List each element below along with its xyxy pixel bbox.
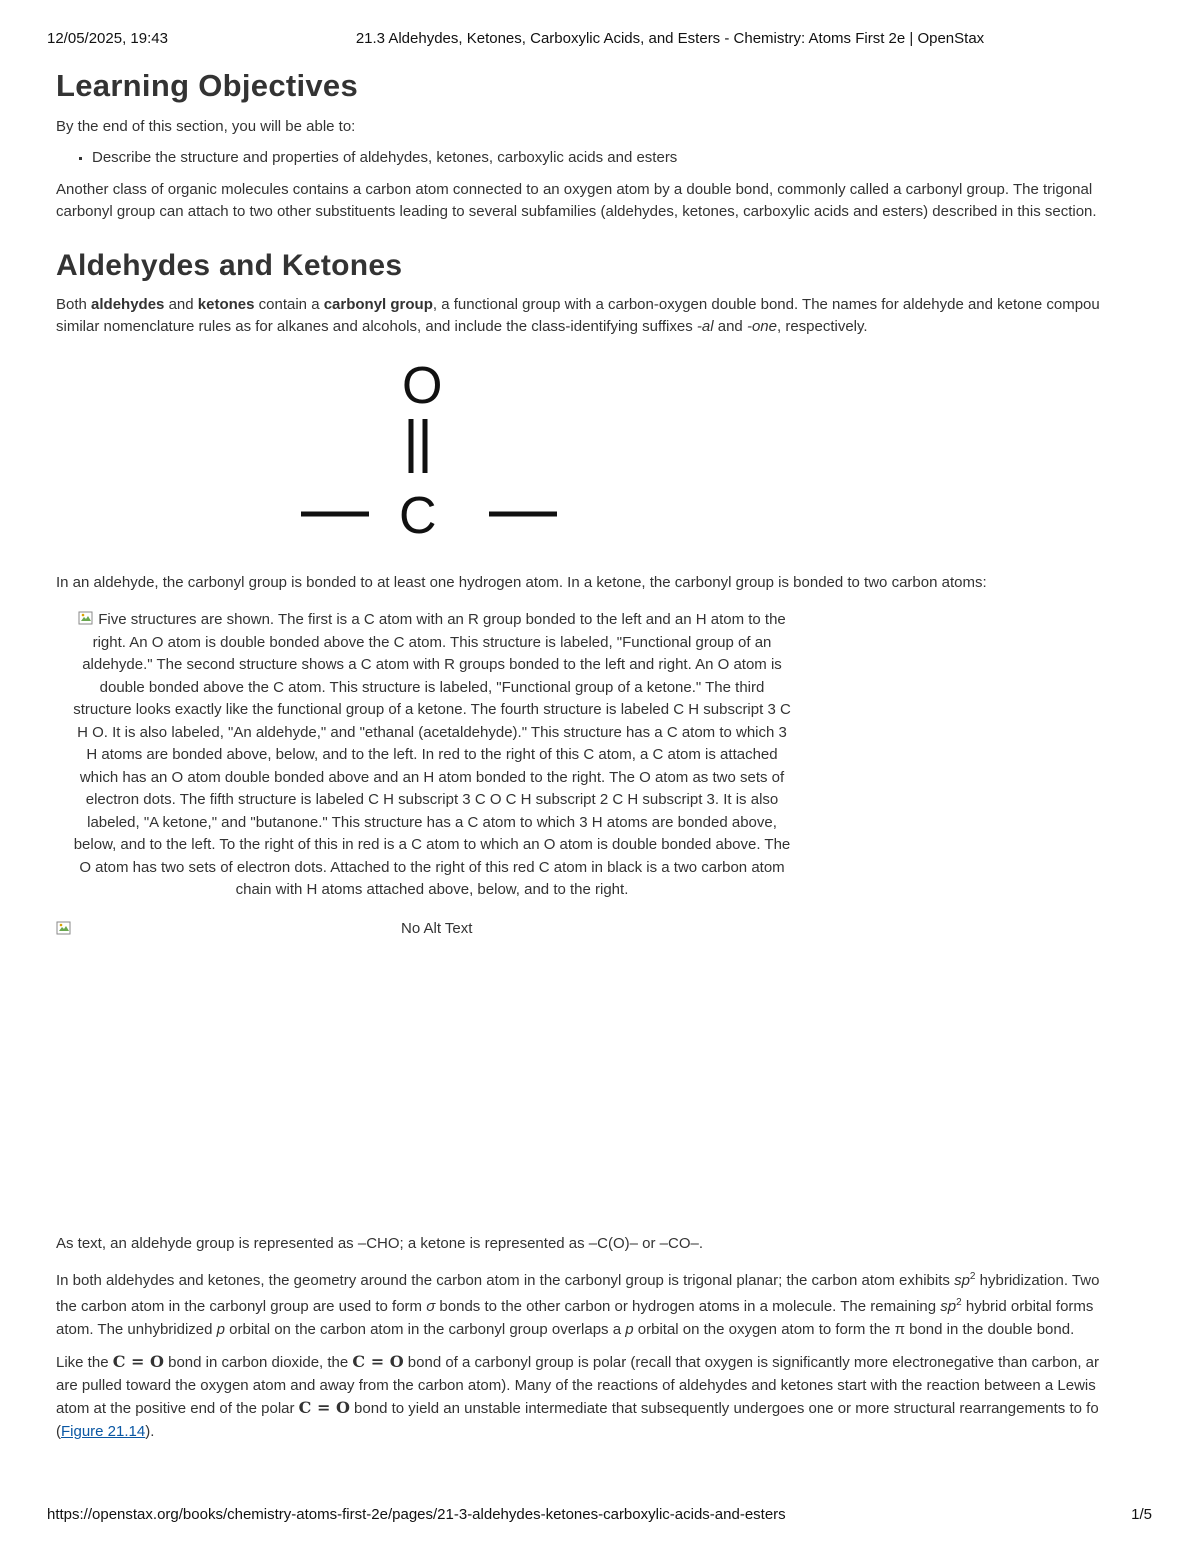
learning-objectives-heading: Learning Objectives	[56, 68, 359, 103]
aldehyde-ketone-paragraph: In an aldehyde, the carbonyl group is bonded to at least one hydrogen atom. In a ketone, the carbonyl group is bonded to two carbon atoms:	[56, 574, 987, 591]
co-bond-formula: C = O	[352, 1352, 404, 1371]
lower-paragraphs	[56, 1233, 1146, 1443]
alt-text-line: Five structures are shown. The first is a C atom with an R group bonded to the left and an H atom to the	[56, 609, 808, 632]
objectives-intro: By the end of this section, you will be able to:	[56, 118, 356, 135]
carbonyl-paragraph-line2: similar nomenclature rules as for alkanes and alcohols, and include the class-identifying suffixes -al and -one, respectively.	[56, 318, 868, 335]
no-alt-text: No Alt Text	[401, 920, 473, 937]
alt-text-line: O atom has two sets of electron dots. Attached to the right of this red C atom in black is a two carbon atom	[79, 858, 785, 876]
oxygen-atom-label: O	[402, 357, 443, 415]
suffix-al: -al	[696, 318, 714, 335]
page-content	[56, 66, 1146, 1440]
alt-text-line: which has an O atom double bonded above and an H atom bonded to the right. The O atom as two sets of	[79, 768, 785, 786]
alt-text-line: double bonded above the C atom. This structure is labeled, "Functional group of a ketone." The third	[99, 678, 765, 696]
alt-text-line: chain with H atoms attached above, below, and to the right.	[235, 881, 629, 898]
alt-text-line: H O. It is also labeled, "An aldehyde," and "ethanal (acetaldehyde)." This structure has a C atom to which 3	[77, 723, 787, 741]
alt-text-line: aldehyde." The second structure shows a C atom with R groups bonded to the left and right. An O atom is	[82, 656, 782, 673]
page-number: 1/5	[1131, 1506, 1152, 1523]
alt-text-line: structure looks exactly like the functional group of a ketone. The fourth structure is labeled C H subscript 3 C	[73, 701, 791, 718]
aldehyde-ketone-structures-figure	[56, 609, 808, 902]
intro-paragraph-line: Another class of organic molecules contains a carbon atom connected to an oxygen atom by a double bond, commonly called a carbonyl group. The trigonal	[56, 180, 1093, 198]
figure-21-14-link[interactable]: Figure 21.14	[61, 1422, 146, 1440]
alt-text-line: right. An O atom is double bonded above the C atom. This structure is labeled, "Functional group of an	[92, 633, 772, 651]
polarity-paragraph: Like the C = O bond in carbon dioxide, the C = O bond of a carbonyl group is polar (recall that oxygen is significantly more electronegative than carbon, ar are pulled toward the oxygen atom and away from the carbon atom). Many of the reactions of aldehydes and ketones start with the reaction between a Lewis atom at the positive end of the polar C = O bond to yield an unstable intermediate that subsequently undergoes one or more structural rearrangements to fo (Figure 21.14).	[56, 1352, 1100, 1440]
objective-item: ▪ Describe the structure and properties of aldehydes, ketones, carboxylic acids and esters	[92, 147, 1146, 169]
carbonyl-group-diagram	[299, 353, 559, 543]
suffix-one: -one	[746, 318, 777, 335]
geometry-paragraph: In both aldehydes and ketones, the geometry around the carbon atom in the carbonyl group is trigonal planar; the carbon atom exhibits $sp^2$ hybridization. Two the carbon atom in the carbonyl group are used to form σ bonds to the other carbon or hydrogen atoms in a molecule. The remaining $sp^2$ hybrid orbital forms atom. The unhybridized p orbital on the carbon atom in the carbonyl group overlaps a p orbital on the oxygen atom to form the π bond in the double bond.	[56, 1270, 1100, 1338]
alt-text-line: H atoms are bonded above, below, and to the left. In red to the right of this C atom, a C atom is attached	[86, 746, 778, 763]
print-date: 12/05/2025, 19:43	[47, 30, 168, 47]
carbonyl-paragraph: Both aldehydes and ketones contain a carbonyl group, a functional group with a carbon-oxygen double bond. The names for aldehyde and ketone compou	[56, 295, 1100, 313]
term-carbonyl-group: carbonyl group	[323, 295, 433, 313]
intro-paragraph-line: carbonyl group can attach to two other substituents leading to several subfamilies (aldehydes, ketones, carboxylic acids and esters) described in this section.	[56, 203, 1097, 220]
broken-image-icon	[56, 920, 72, 936]
aldehydes-ketones-heading: Aldehydes and Ketones	[56, 248, 403, 282]
co-bond-formula: C = O	[112, 1352, 164, 1371]
term-aldehydes: aldehydes	[91, 295, 165, 313]
carbon-atom-label: C	[399, 487, 437, 545]
broken-image-icon	[78, 610, 94, 626]
alt-text-line: below, and to the left. To the right of this in red is a C atom to which an O atom is double bonded above. The	[73, 836, 791, 853]
co-bond-formula: C = O	[298, 1398, 350, 1417]
print-header	[0, 30, 1200, 50]
objectives-list	[56, 147, 1146, 169]
text-representation-paragraph: As text, an aldehyde group is represented as –CHO; a ketone is represented as –C(O)– or –CO–.	[56, 1235, 704, 1252]
alt-text-line: electron dots. The fifth structure is labeled C H subscript 3 C O C H subscript 2 C H subscript 3. It is also	[85, 791, 779, 808]
print-page-title: 21.3 Aldehydes, Ketones, Carboxylic Acids, and Esters - Chemistry: Atoms First 2e | OpenStax	[355, 30, 985, 47]
term-ketones: ketones	[197, 295, 255, 313]
alt-text-line: labeled, "A ketone," and "butanone." This structure has a C atom to which 3 H atoms are bonded above,	[87, 813, 777, 831]
print-url: https://openstax.org/books/chemistry-atoms-first-2e/pages/21-3-aldehydes-ketones-carboxylic-acids-and-esters	[47, 1506, 786, 1523]
